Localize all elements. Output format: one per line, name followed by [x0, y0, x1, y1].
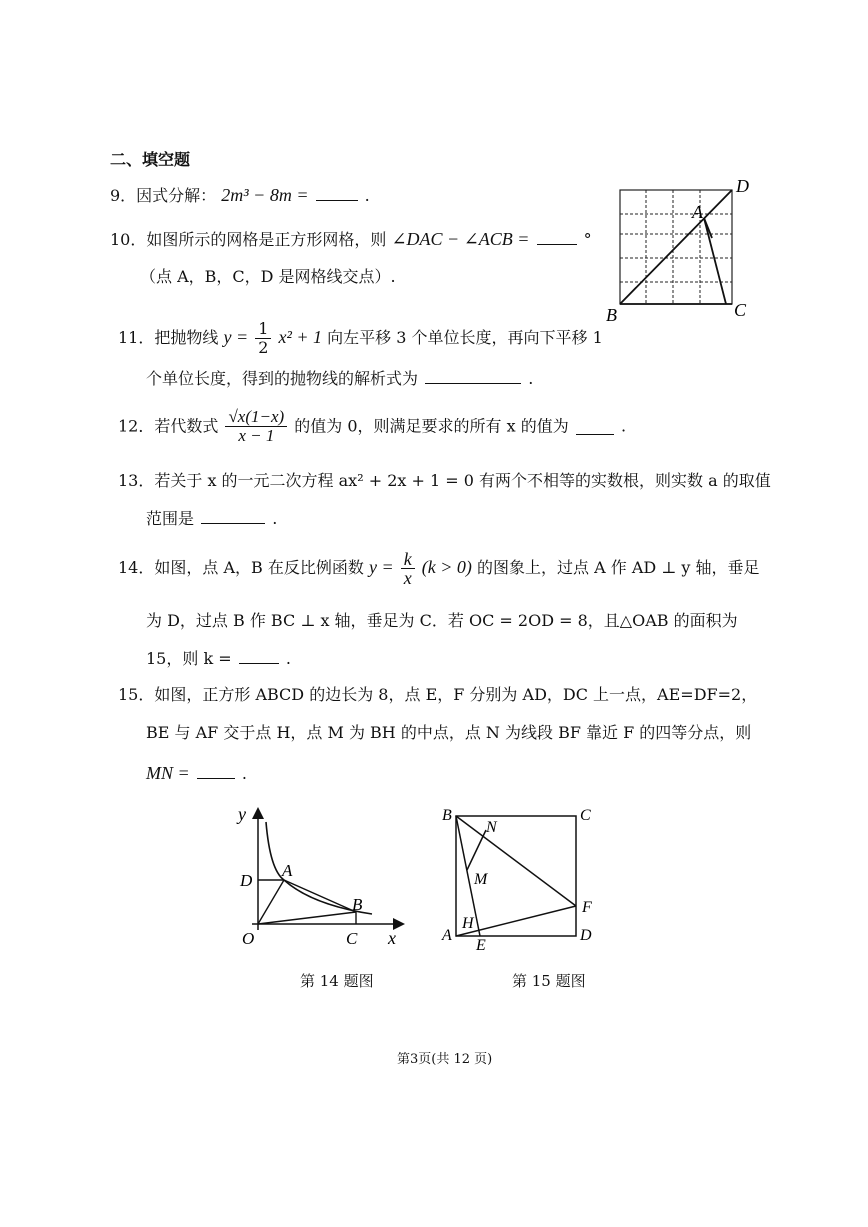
q12-answer-blank[interactable] [576, 419, 614, 435]
label-A: A [442, 927, 452, 944]
q9-expression: 2m³ − 8m = [221, 185, 309, 205]
label-x: x [388, 928, 396, 948]
label-D: D [240, 871, 253, 890]
q11-line2-text: 个单位长度，得到的抛物线的解析式为 [146, 369, 419, 388]
q12-frac-den: x − 1 [238, 426, 275, 445]
q15-end: . [241, 764, 247, 783]
q15-line1: 15．如图，正方形 ABCD 的边长为 8，点 E，F 分别为 AD，DC 上一点，AE=DF=2， [118, 685, 758, 704]
label-H: H [462, 915, 474, 932]
q13-line2 [146, 508, 277, 530]
q14-answer-blank[interactable] [239, 648, 279, 664]
label-O: O [242, 929, 255, 948]
q10-unit: ° [583, 230, 592, 249]
q13-line2-text: 范围是 [146, 509, 195, 528]
question-11 [118, 320, 603, 357]
q14-frac-den: x [403, 568, 412, 588]
q14-fraction [401, 550, 415, 587]
q12-end: . [620, 416, 627, 436]
q13-line1: 13．若关于 x 的一元二次方程 ax² + 2x + 1 = 0 有两个不相等的实数根，则实数 a 的取值 [118, 471, 771, 490]
q13-end: . [272, 509, 278, 528]
figure-14-graph [232, 800, 412, 950]
q14-expr-y: y = [368, 557, 394, 577]
q11-answer-blank[interactable] [425, 368, 521, 384]
label-B: B [352, 895, 363, 914]
segment-MN [467, 830, 486, 870]
q14-line2: 为 D，过点 B 作 BC ⊥ x 轴，垂足为 C．若 OC = 2OD = 8，且△OAB 的面积为 [146, 611, 738, 630]
label-C: C [580, 807, 591, 824]
q14-end: . [285, 649, 291, 668]
section-title: 二、填空题 [110, 150, 191, 169]
label-C: C [734, 300, 747, 320]
q11-frac-num: 1 [255, 320, 271, 339]
label-F: F [582, 899, 592, 916]
segment-AF [456, 906, 576, 936]
q11-mid: 向左平移 3 个单位长度，再向下平移 1 [327, 328, 603, 347]
label-D: D [736, 176, 749, 196]
label-N: N [486, 819, 497, 836]
q11-frac-den: 2 [258, 338, 269, 357]
q11-line2 [146, 368, 533, 390]
question-9 [110, 184, 370, 207]
q15-line3 [146, 762, 247, 785]
segment-BF [456, 816, 576, 906]
q13-answer-blank[interactable] [201, 508, 265, 524]
q10-answer-blank[interactable] [537, 229, 577, 245]
segment-AC [704, 218, 726, 304]
q14-rest: 的图象上，过点 A 作 AD ⊥ y 轴，垂足 [477, 558, 760, 577]
q11-fraction [255, 320, 271, 357]
q11-lead: 11．把抛物线 [118, 328, 219, 347]
q14-frac-num: k [401, 550, 415, 569]
label-A: A [282, 861, 293, 880]
label-D: D [580, 927, 592, 944]
label-M: M [474, 871, 488, 888]
q14-condition: (k > 0) [421, 557, 472, 577]
label-A: A [692, 202, 703, 222]
label-B: B [606, 305, 617, 325]
label-B: B [442, 807, 452, 824]
q15-line2: BE 与 AF 交于点 H，点 M 为 BH 的中点，点 N 为线段 BF 靠近 F 的四等分点，则 [146, 723, 752, 742]
q9-end: . [364, 186, 370, 205]
q15-line3-expr: MN = [146, 763, 190, 783]
q10-line2: （点 A，B，C，D 是网格线交点）. [140, 267, 396, 286]
q12-fraction [225, 408, 287, 445]
figure-10-grid [600, 176, 775, 326]
q14-lead: 14．如图，点 A，B 在反比例函数 [118, 558, 364, 577]
question-10 [110, 228, 592, 251]
q14-line3-text: 15，则 k = [146, 649, 232, 668]
q12-rest: 的值为 0，则满足要求的所有 x 的值为 [294, 416, 569, 436]
figure-14-caption: 第 14 题图 [300, 972, 374, 990]
q10-lead: 10．如图所示的网格是正方形网格，则 [110, 230, 387, 249]
label-C: C [346, 929, 358, 948]
segment-BD [620, 190, 732, 304]
label-y: y [238, 804, 246, 824]
question-14 [118, 550, 760, 587]
figure-15-caption: 第 15 题图 [512, 972, 586, 990]
q11-expr-y: y = [223, 327, 249, 347]
q11-expr-rest: x² + 1 [278, 327, 323, 347]
q9-lead: 9．因式分解： [110, 186, 217, 205]
figure-15-square [436, 800, 606, 952]
page-footer: 第3页(共 12 页) [397, 1052, 493, 1067]
label-E: E [476, 937, 486, 952]
q14-line3 [146, 648, 291, 670]
q15-answer-blank[interactable] [197, 763, 235, 779]
q10-expression: ∠DAC − ∠ACB = [391, 229, 530, 249]
q12-frac-num: √x(1−x) [225, 408, 287, 427]
q12-lead: 12．若代数式 [118, 416, 219, 436]
question-12 [118, 408, 626, 445]
q9-answer-blank[interactable] [316, 185, 358, 201]
q11-end: . [528, 369, 534, 388]
